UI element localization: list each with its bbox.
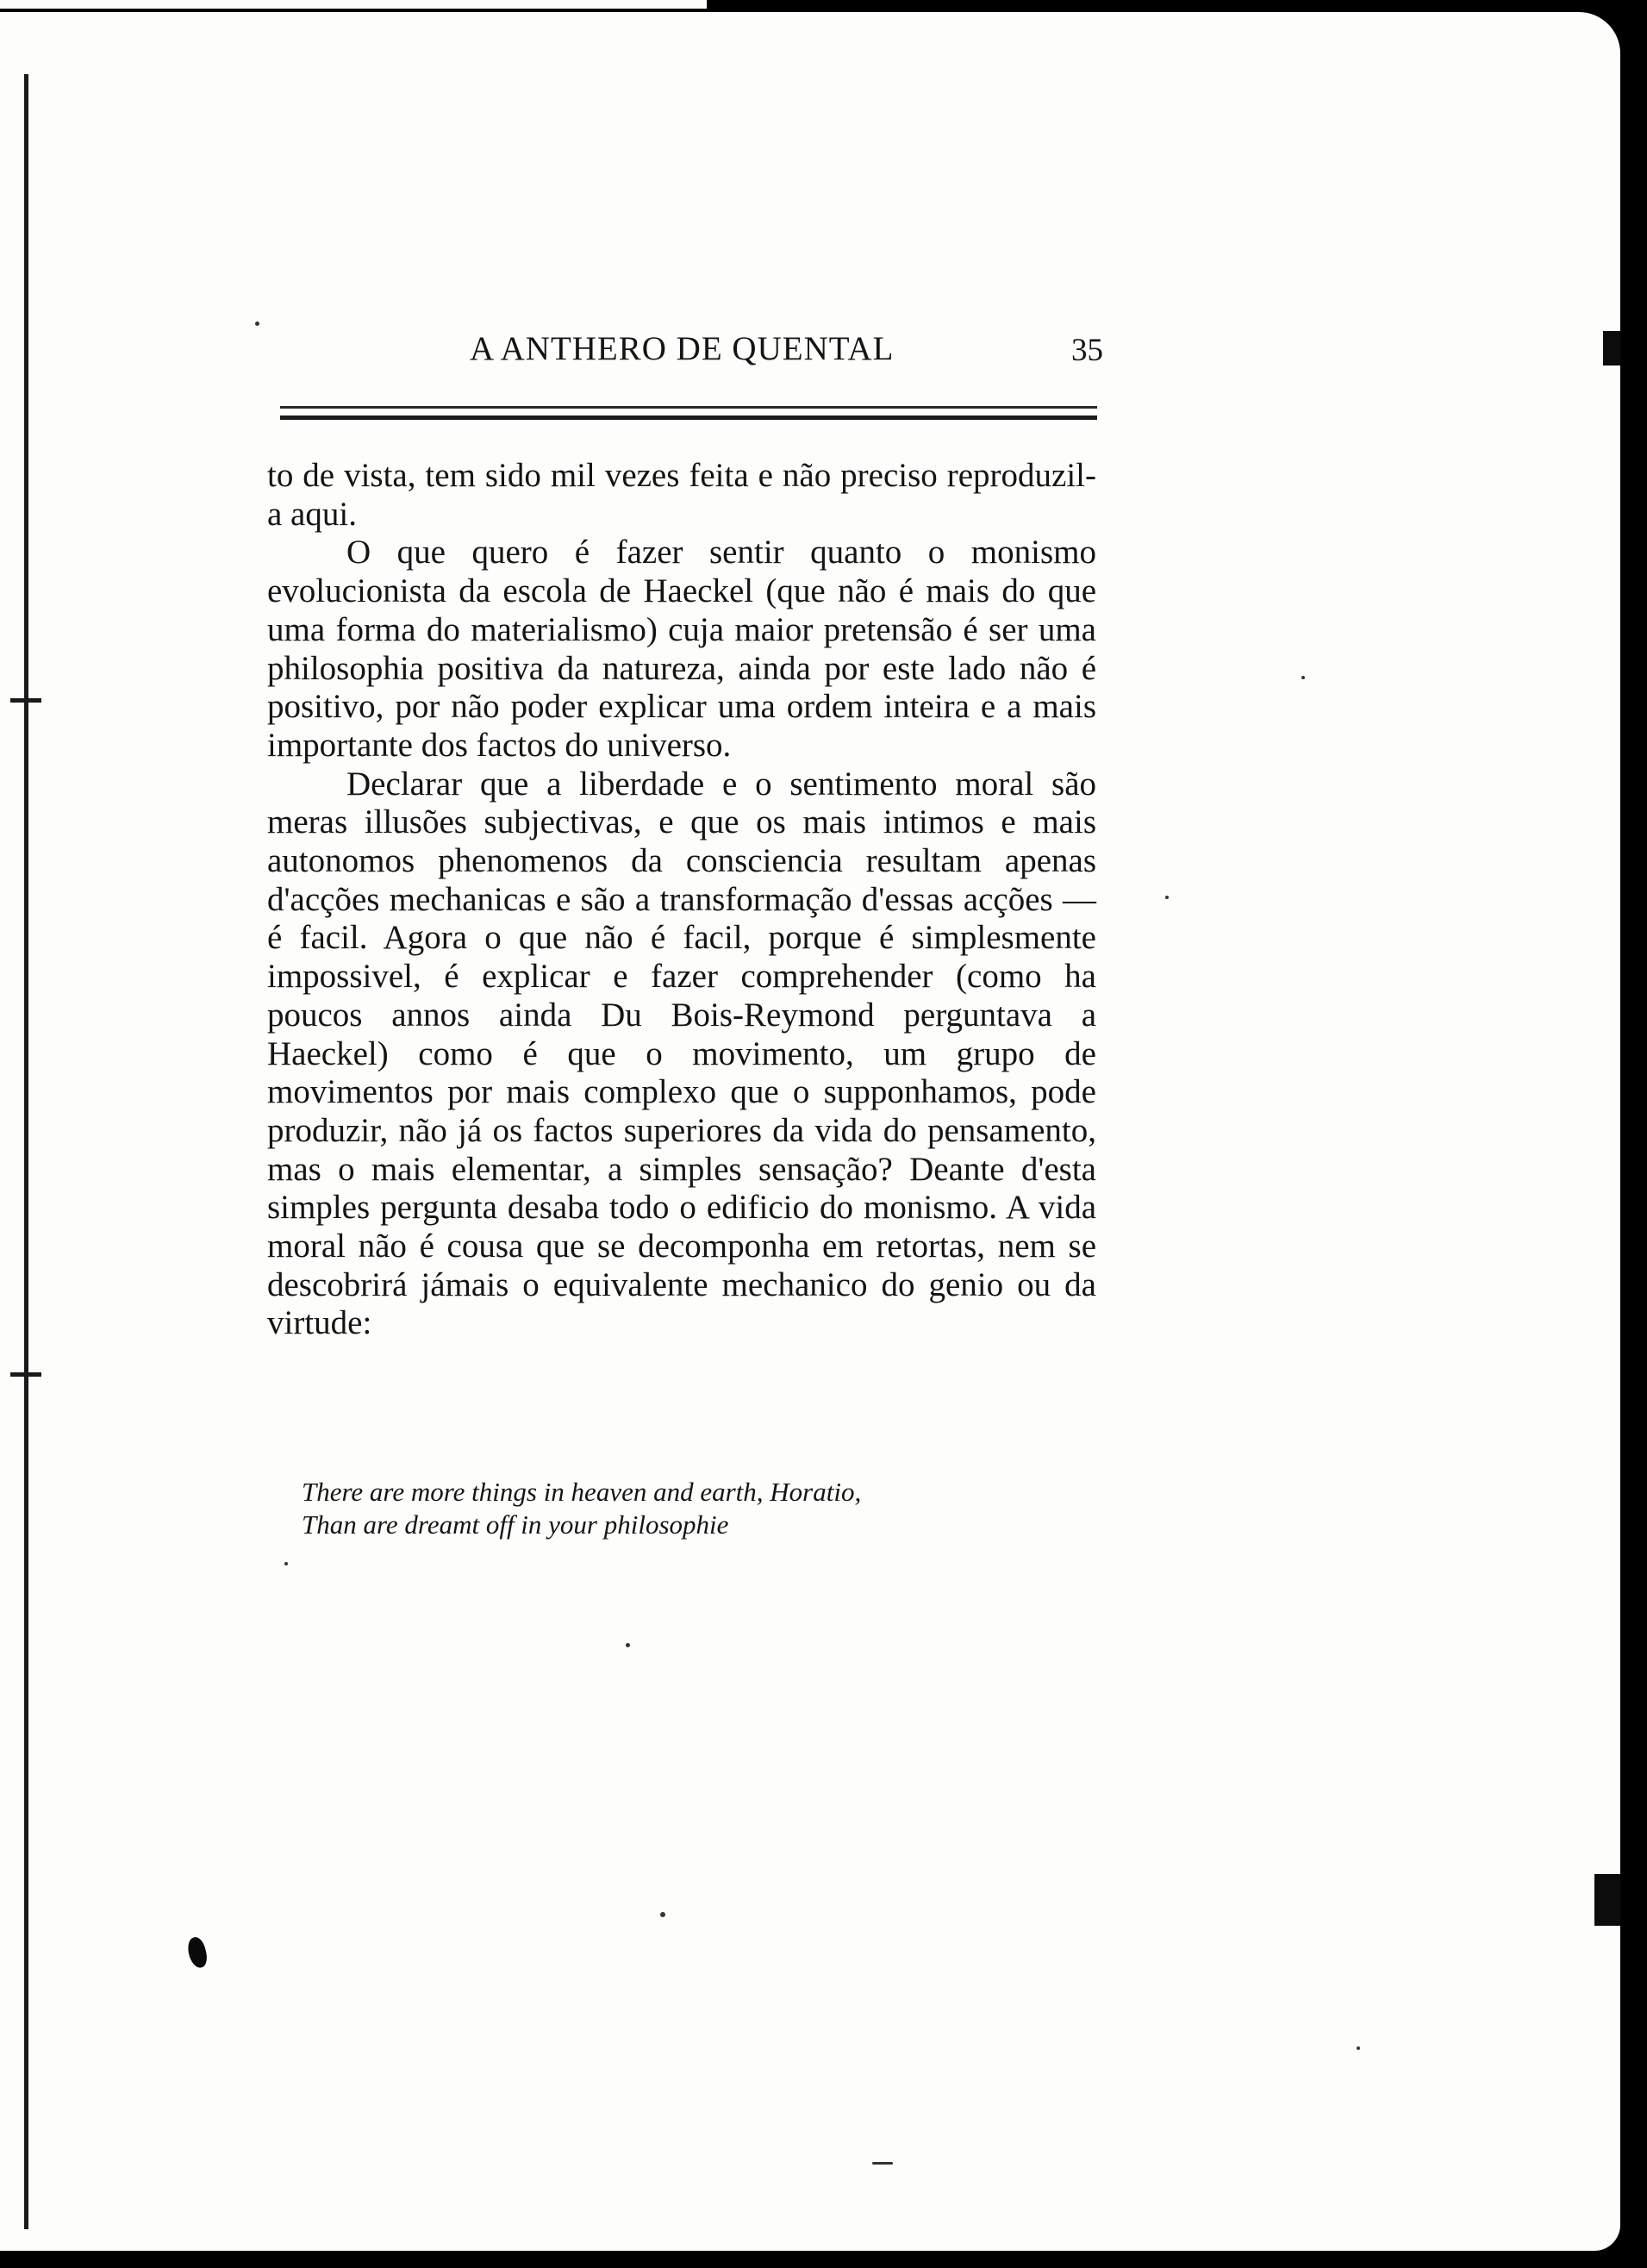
- running-header: [470, 329, 1103, 372]
- binding-tick: [10, 698, 41, 703]
- scan-clip: [1594, 1874, 1620, 1926]
- dust-speck: [1301, 676, 1305, 679]
- header-rule: [280, 415, 1097, 420]
- block-quote: [302, 1476, 1077, 1541]
- dust-speck: [660, 1912, 665, 1917]
- paragraph: Declarar que a liberdade e o sentimento moral são meras illusões subjectivas, e que os mais intimos e mais autonomos phenomenos da consciencia resultam apenas d'acções mechanicas e são a transformação d'essas acções — é facil. Agora o que não é facil, porque é simplesmente impossivel, é explicar e fazer comprehender (como ha poucos annos ainda Du Bois-Reymond perguntava a Haeckel) como é que o movimento, um grupo de movimentos por mais complexo que o supponhamos, pode produzir, não já os factos superiores da vida do pensamento, mas o mais elementar, a simples sensação? Deante d'esta simples pergunta desaba todo o edificio do monismo. A vida moral não é cousa que se decomponha em retortas, nem se descobrirá jámais o equivalente mechanico do genio ou da virtude:: [267, 765, 1096, 1342]
- dust-speck: [255, 322, 259, 326]
- dust-speck: [1357, 2046, 1360, 2050]
- scan-clip: [1603, 331, 1620, 366]
- book-page: [0, 12, 1620, 2251]
- quote-line: There are more things in heaven and earth, Horatio,: [302, 1477, 862, 1507]
- running-title: A ANTHERO DE QUENTAL: [470, 330, 895, 367]
- dust-speck: [626, 1643, 630, 1647]
- ink-blot: [185, 1935, 209, 1969]
- page-scan-border: [0, 0, 707, 9]
- quote-line: Than are dreamt off in your philosophie: [302, 1509, 729, 1540]
- dust-speck: [284, 1562, 288, 1565]
- binding-tick: [10, 1372, 41, 1377]
- binding-edge: [24, 74, 28, 2229]
- header-rule: [280, 406, 1097, 409]
- body-text: [267, 457, 1096, 1343]
- dust-speck: [1165, 896, 1169, 899]
- page-number: 35: [1071, 333, 1103, 368]
- paragraph: to de vista, tem sido mil vezes feita e não preciso reproduzil-a aqui.: [267, 457, 1096, 533]
- dust-speck: [872, 2162, 893, 2165]
- paragraph: O que quero é fazer sentir quanto o monismo evolucionista da escola de Haeckel (que não é mais do que uma forma do materialismo) cuja maior pretensão é ser uma philosophia positiva da natureza, ainda por este lado não é positivo, por não poder explicar uma ordem inteira e a mais importante dos factos do universo.: [267, 534, 1096, 764]
